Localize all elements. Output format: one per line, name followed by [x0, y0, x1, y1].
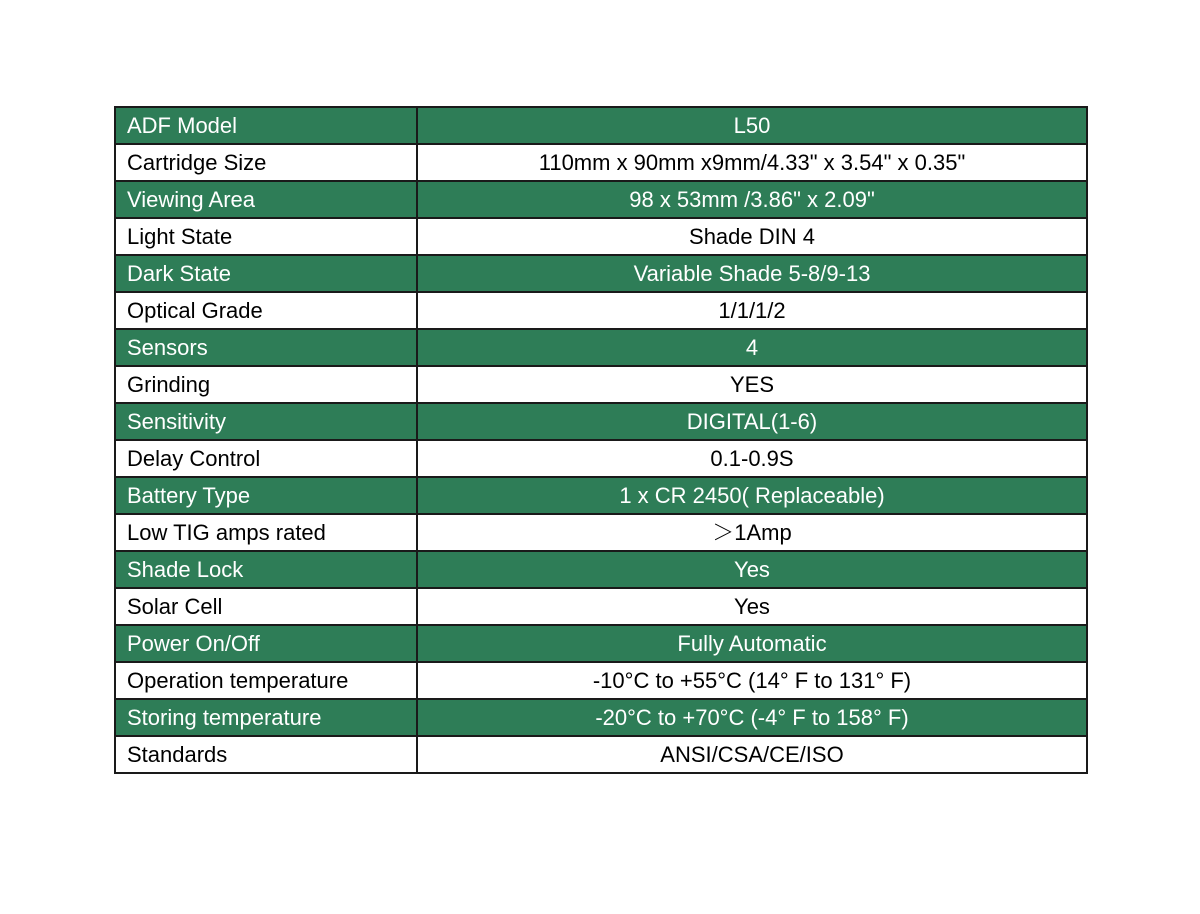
- spec-value: 110mm x 90mm x9mm/4.33" x 3.54" x 0.35": [417, 144, 1087, 181]
- table-row: [115, 625, 1087, 662]
- spec-value: 1/1/1/2: [417, 292, 1087, 329]
- spec-label: Sensitivity: [115, 403, 417, 440]
- table-row: [115, 107, 1087, 144]
- spec-value: Shade DIN 4: [417, 218, 1087, 255]
- spec-label: Solar Cell: [115, 588, 417, 625]
- spec-label: Light State: [115, 218, 417, 255]
- table-row: [115, 329, 1087, 366]
- table-row: [115, 514, 1087, 551]
- spec-label: Low TIG amps rated: [115, 514, 417, 551]
- spec-label: Battery Type: [115, 477, 417, 514]
- spec-value: Variable Shade 5-8/9-13: [417, 255, 1087, 292]
- spec-value: DIGITAL(1-6): [417, 403, 1087, 440]
- table-row: [115, 292, 1087, 329]
- spec-label: Power On/Off: [115, 625, 417, 662]
- spec-label: ADF Model: [115, 107, 417, 144]
- spec-label: Sensors: [115, 329, 417, 366]
- spec-value: ＞1Amp: [417, 514, 1087, 551]
- spec-label: Operation temperature: [115, 662, 417, 699]
- spec-value: L50: [417, 107, 1087, 144]
- spec-label: Cartridge Size: [115, 144, 417, 181]
- spec-value: -10°C to +55°C (14° F to 131° F): [417, 662, 1087, 699]
- table-row: [115, 181, 1087, 218]
- spec-value: Fully Automatic: [417, 625, 1087, 662]
- table-row: [115, 699, 1087, 736]
- spec-label: Shade Lock: [115, 551, 417, 588]
- spec-value: 4: [417, 329, 1087, 366]
- spec-value: Yes: [417, 588, 1087, 625]
- table-row: [115, 736, 1087, 773]
- table-row: [115, 218, 1087, 255]
- table-row: [115, 588, 1087, 625]
- spec-label: Dark State: [115, 255, 417, 292]
- spec-label: Optical Grade: [115, 292, 417, 329]
- spec-value: -20°C to +70°C (-4° F to 158° F): [417, 699, 1087, 736]
- spec-value: 0.1-0.9S: [417, 440, 1087, 477]
- spec-table: [114, 106, 1088, 774]
- table-row: [115, 662, 1087, 699]
- spec-label: Delay Control: [115, 440, 417, 477]
- spec-label: Storing temperature: [115, 699, 417, 736]
- table-row: [115, 366, 1087, 403]
- spec-label: Standards: [115, 736, 417, 773]
- table-row: [115, 144, 1087, 181]
- spec-value: ANSI/CSA/CE/ISO: [417, 736, 1087, 773]
- spec-value: 1 x CR 2450( Replaceable): [417, 477, 1087, 514]
- spec-value: 98 x 53mm /3.86" x 2.09": [417, 181, 1087, 218]
- table-row: [115, 440, 1087, 477]
- spec-label: Viewing Area: [115, 181, 417, 218]
- table-row: [115, 403, 1087, 440]
- table-row: [115, 551, 1087, 588]
- table-row: [115, 255, 1087, 292]
- spec-value: Yes: [417, 551, 1087, 588]
- spec-label: Grinding: [115, 366, 417, 403]
- spec-value: YES: [417, 366, 1087, 403]
- table-row: [115, 477, 1087, 514]
